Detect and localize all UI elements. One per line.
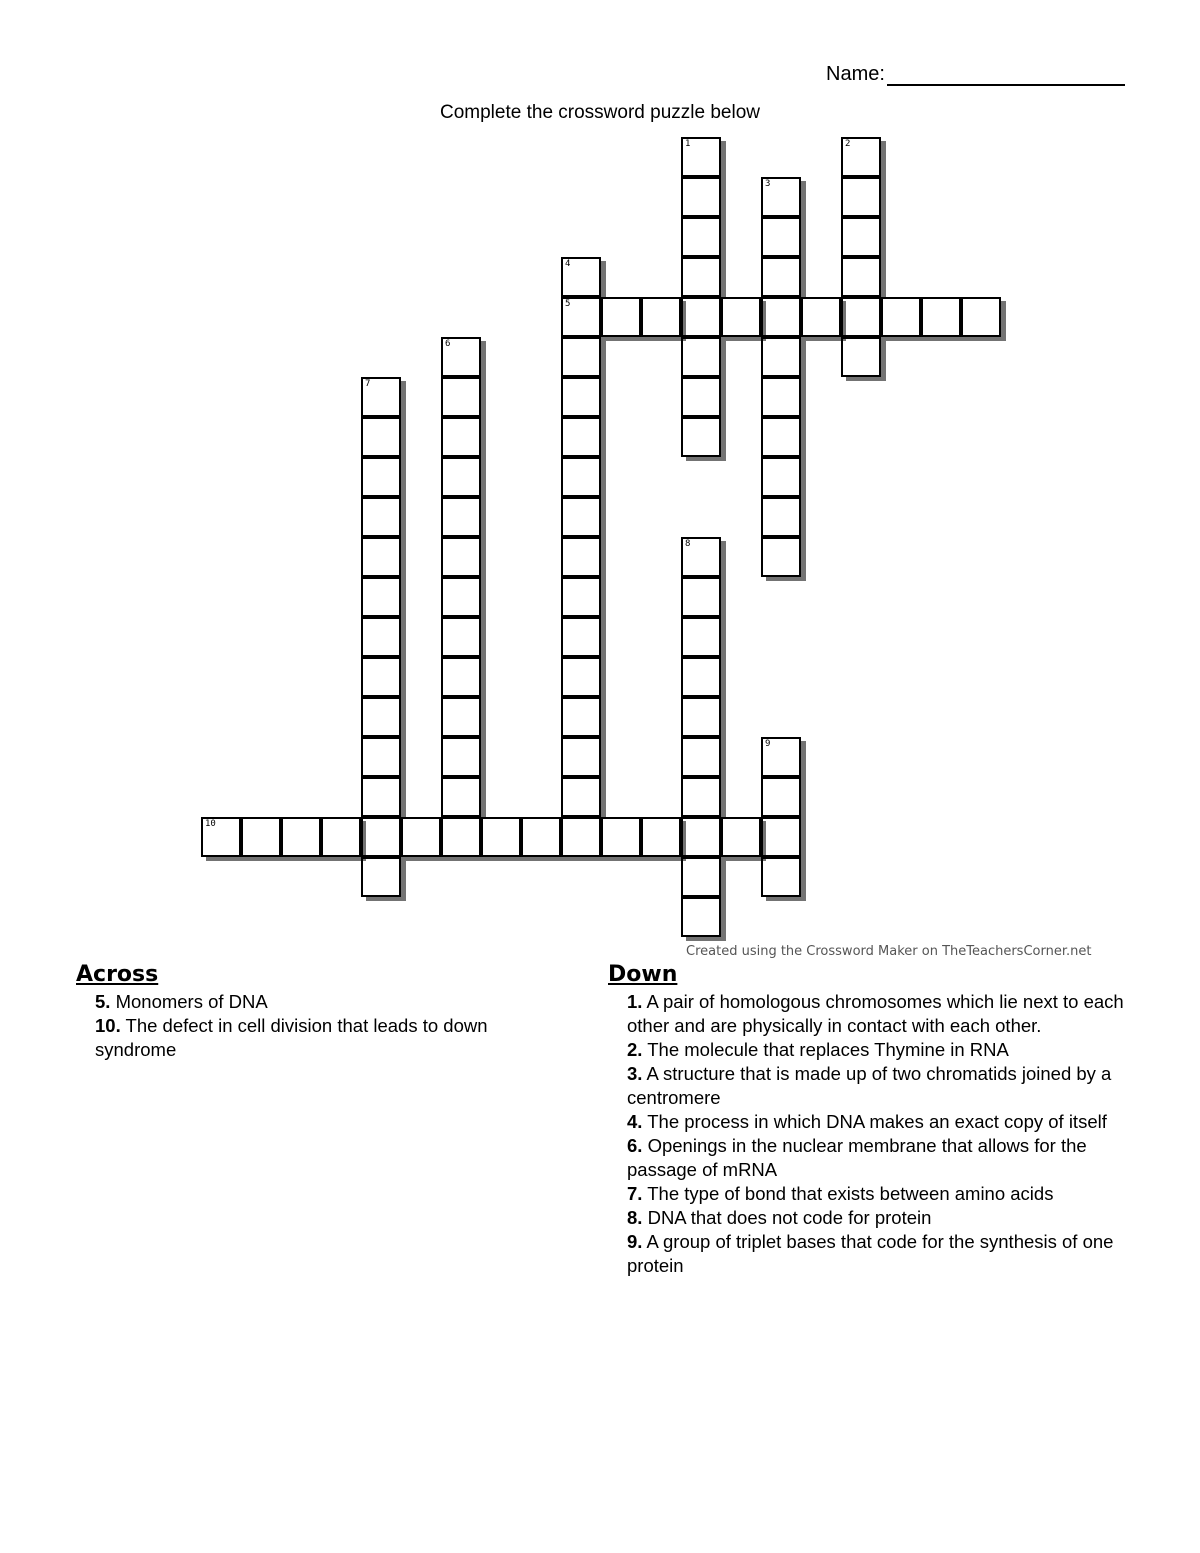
cell-number: 4 bbox=[565, 259, 571, 269]
crossword-cell[interactable] bbox=[681, 417, 721, 457]
crossword-cell[interactable] bbox=[561, 377, 601, 417]
clue-text: DNA that does not code for protein bbox=[642, 1207, 932, 1228]
crossword-cell[interactable] bbox=[441, 777, 481, 817]
crossword-cell[interactable] bbox=[441, 497, 481, 537]
crossword-cell[interactable] bbox=[761, 777, 801, 817]
crossword-cell[interactable] bbox=[961, 297, 1001, 337]
crossword-cell[interactable] bbox=[561, 737, 601, 777]
crossword-cell[interactable] bbox=[921, 297, 961, 337]
crossword-cell[interactable] bbox=[561, 257, 601, 297]
crossword-cell[interactable] bbox=[441, 737, 481, 777]
crossword-cell[interactable] bbox=[641, 817, 681, 857]
down-clue-list bbox=[627, 990, 1128, 1278]
crossword-cell[interactable] bbox=[361, 777, 401, 817]
crossword-cell[interactable] bbox=[681, 537, 721, 577]
crossword-cell[interactable] bbox=[681, 337, 721, 377]
crossword-cell[interactable] bbox=[401, 817, 441, 857]
crossword-cell[interactable] bbox=[601, 297, 641, 337]
clue-number: 8. bbox=[627, 1207, 643, 1228]
clue-item bbox=[627, 1110, 1128, 1134]
crossword-cell[interactable] bbox=[441, 417, 481, 457]
crossword-cell[interactable] bbox=[521, 817, 561, 857]
crossword-cell[interactable] bbox=[601, 817, 641, 857]
crossword-cell[interactable] bbox=[561, 417, 601, 457]
crossword-cell[interactable] bbox=[681, 217, 721, 257]
crossword-cell[interactable] bbox=[361, 497, 401, 537]
cell-number: 10 bbox=[205, 819, 216, 829]
crossword-cell[interactable] bbox=[681, 577, 721, 617]
clue-number: 4. bbox=[627, 1111, 643, 1132]
crossword-cell[interactable] bbox=[681, 777, 721, 817]
crossword-cell[interactable] bbox=[681, 257, 721, 297]
crossword-cell[interactable] bbox=[841, 297, 881, 337]
clue-number: 1. bbox=[627, 991, 643, 1012]
clue-text: Openings in the nuclear membrane that allows for the passage of mRNA bbox=[627, 1135, 1087, 1180]
across-clue-list bbox=[95, 990, 566, 1062]
crossword-cell[interactable] bbox=[561, 297, 601, 337]
clue-item bbox=[627, 990, 1128, 1038]
crossword-cell[interactable] bbox=[361, 537, 401, 577]
crossword-cell[interactable] bbox=[441, 537, 481, 577]
crossword-cell[interactable] bbox=[681, 377, 721, 417]
crossword-cell[interactable] bbox=[841, 217, 881, 257]
cell-number: 9 bbox=[765, 739, 771, 749]
crossword-cell[interactable] bbox=[841, 257, 881, 297]
crossword-cell[interactable] bbox=[441, 697, 481, 737]
crossword-cell[interactable] bbox=[561, 617, 601, 657]
crossword-cell[interactable] bbox=[761, 337, 801, 377]
clue-text: The type of bond that exists between amino acids bbox=[642, 1183, 1054, 1204]
cell-number: 2 bbox=[845, 139, 851, 149]
clue-item bbox=[627, 1182, 1128, 1206]
credit-line: Created using the Crossword Maker on TheTeachersCorner.net bbox=[686, 944, 1092, 959]
crossword-cell[interactable] bbox=[561, 657, 601, 697]
crossword-cell[interactable] bbox=[441, 617, 481, 657]
clue-item bbox=[95, 1014, 566, 1062]
crossword-cell[interactable] bbox=[761, 257, 801, 297]
across-clues bbox=[76, 962, 566, 1062]
down-heading: Down bbox=[608, 962, 678, 987]
crossword-cell[interactable] bbox=[361, 377, 401, 417]
crossword-cell[interactable] bbox=[561, 537, 601, 577]
clue-text: A pair of homologous chromosomes which lie next to each other and are physically in contact with each other. bbox=[627, 991, 1124, 1036]
crossword-cell[interactable] bbox=[361, 577, 401, 617]
cell-number: 1 bbox=[685, 139, 691, 149]
crossword-cell[interactable] bbox=[761, 177, 801, 217]
crossword-cell[interactable] bbox=[681, 657, 721, 697]
instructions: Complete the crossword puzzle below bbox=[440, 102, 760, 123]
clue-item bbox=[627, 1134, 1128, 1182]
crossword-cell[interactable] bbox=[561, 457, 601, 497]
crossword-cell[interactable] bbox=[841, 177, 881, 217]
crossword-cell[interactable] bbox=[681, 297, 721, 337]
clue-item bbox=[627, 1062, 1128, 1110]
cell-number: 6 bbox=[445, 339, 451, 349]
crossword-cell[interactable] bbox=[801, 297, 841, 337]
clue-number: 7. bbox=[627, 1183, 643, 1204]
crossword-cell[interactable] bbox=[361, 657, 401, 697]
crossword-cell[interactable] bbox=[561, 777, 601, 817]
crossword-cell[interactable] bbox=[841, 337, 881, 377]
crossword-cell[interactable] bbox=[761, 857, 801, 897]
cell-number: 5 bbox=[565, 299, 571, 309]
crossword-cell[interactable] bbox=[441, 657, 481, 697]
crossword-cell[interactable] bbox=[201, 817, 241, 857]
crossword-cell[interactable] bbox=[761, 537, 801, 577]
clue-number: 6. bbox=[627, 1135, 643, 1156]
crossword-cell[interactable] bbox=[281, 817, 321, 857]
crossword-cell[interactable] bbox=[441, 377, 481, 417]
clue-text: A group of triplet bases that code for the synthesis of one protein bbox=[627, 1231, 1114, 1276]
crossword-cell[interactable] bbox=[641, 297, 681, 337]
crossword-cell[interactable] bbox=[361, 617, 401, 657]
crossword-cell[interactable] bbox=[361, 817, 401, 857]
crossword-cell[interactable] bbox=[361, 737, 401, 777]
clue-text: The defect in cell division that leads to down syndrome bbox=[95, 1015, 488, 1060]
crossword-cell[interactable] bbox=[441, 577, 481, 617]
clue-text: Monomers of DNA bbox=[110, 991, 268, 1012]
crossword-cell[interactable] bbox=[721, 297, 761, 337]
crossword-cell[interactable] bbox=[841, 137, 881, 177]
crossword-cell[interactable] bbox=[761, 217, 801, 257]
crossword-cell[interactable] bbox=[361, 697, 401, 737]
cell-number: 8 bbox=[685, 539, 691, 549]
crossword-cell[interactable] bbox=[481, 817, 521, 857]
crossword-cell[interactable] bbox=[441, 337, 481, 377]
crossword-cell[interactable] bbox=[321, 817, 361, 857]
clue-number: 9. bbox=[627, 1231, 643, 1252]
crossword-cell[interactable] bbox=[681, 137, 721, 177]
crossword-cell[interactable] bbox=[561, 817, 601, 857]
clue-number: 2. bbox=[627, 1039, 643, 1060]
crossword-cell[interactable] bbox=[441, 817, 481, 857]
crossword-cell[interactable] bbox=[561, 337, 601, 377]
crossword-cell[interactable] bbox=[681, 897, 721, 937]
clue-text: The molecule that replaces Thymine in RNA bbox=[642, 1039, 1009, 1060]
crossword-cell[interactable] bbox=[761, 817, 801, 857]
crossword-cell[interactable] bbox=[361, 457, 401, 497]
clue-number: 10. bbox=[95, 1015, 121, 1036]
crossword-cell[interactable] bbox=[681, 817, 721, 857]
crossword-cell[interactable] bbox=[881, 297, 921, 337]
crossword-cell[interactable] bbox=[561, 497, 601, 537]
crossword-cell[interactable] bbox=[681, 177, 721, 217]
name-label: Name: bbox=[826, 63, 885, 85]
crossword-cell[interactable] bbox=[561, 577, 601, 617]
crossword-cell[interactable] bbox=[681, 737, 721, 777]
crossword-cell[interactable] bbox=[561, 697, 601, 737]
cell-number: 3 bbox=[765, 179, 771, 189]
clue-text: A structure that is made up of two chromatids joined by a centromere bbox=[627, 1063, 1112, 1108]
clue-text: The process in which DNA makes an exact copy of itself bbox=[642, 1111, 1107, 1132]
clue-number: 5. bbox=[95, 991, 111, 1012]
crossword-cell[interactable] bbox=[761, 297, 801, 337]
cell-number: 7 bbox=[365, 379, 371, 389]
crossword-cell[interactable] bbox=[761, 377, 801, 417]
crossword-cell[interactable] bbox=[761, 737, 801, 777]
crossword-cell[interactable] bbox=[681, 617, 721, 657]
clue-item bbox=[627, 1230, 1128, 1278]
clue-item bbox=[627, 1038, 1128, 1062]
crossword-cell[interactable] bbox=[361, 857, 401, 897]
crossword-cell[interactable] bbox=[721, 817, 761, 857]
crossword-cell[interactable] bbox=[761, 457, 801, 497]
crossword-cell[interactable] bbox=[441, 457, 481, 497]
clue-item bbox=[627, 1206, 1128, 1230]
crossword-cell[interactable] bbox=[761, 497, 801, 537]
across-heading: Across bbox=[76, 962, 159, 987]
clue-item bbox=[95, 990, 566, 1014]
clue-number: 3. bbox=[627, 1063, 643, 1084]
crossword-cell[interactable] bbox=[681, 857, 721, 897]
crossword-cell[interactable] bbox=[361, 417, 401, 457]
down-clues bbox=[608, 962, 1128, 1278]
crossword-cell[interactable] bbox=[241, 817, 281, 857]
crossword-cell[interactable] bbox=[681, 697, 721, 737]
crossword-cell[interactable] bbox=[761, 417, 801, 457]
